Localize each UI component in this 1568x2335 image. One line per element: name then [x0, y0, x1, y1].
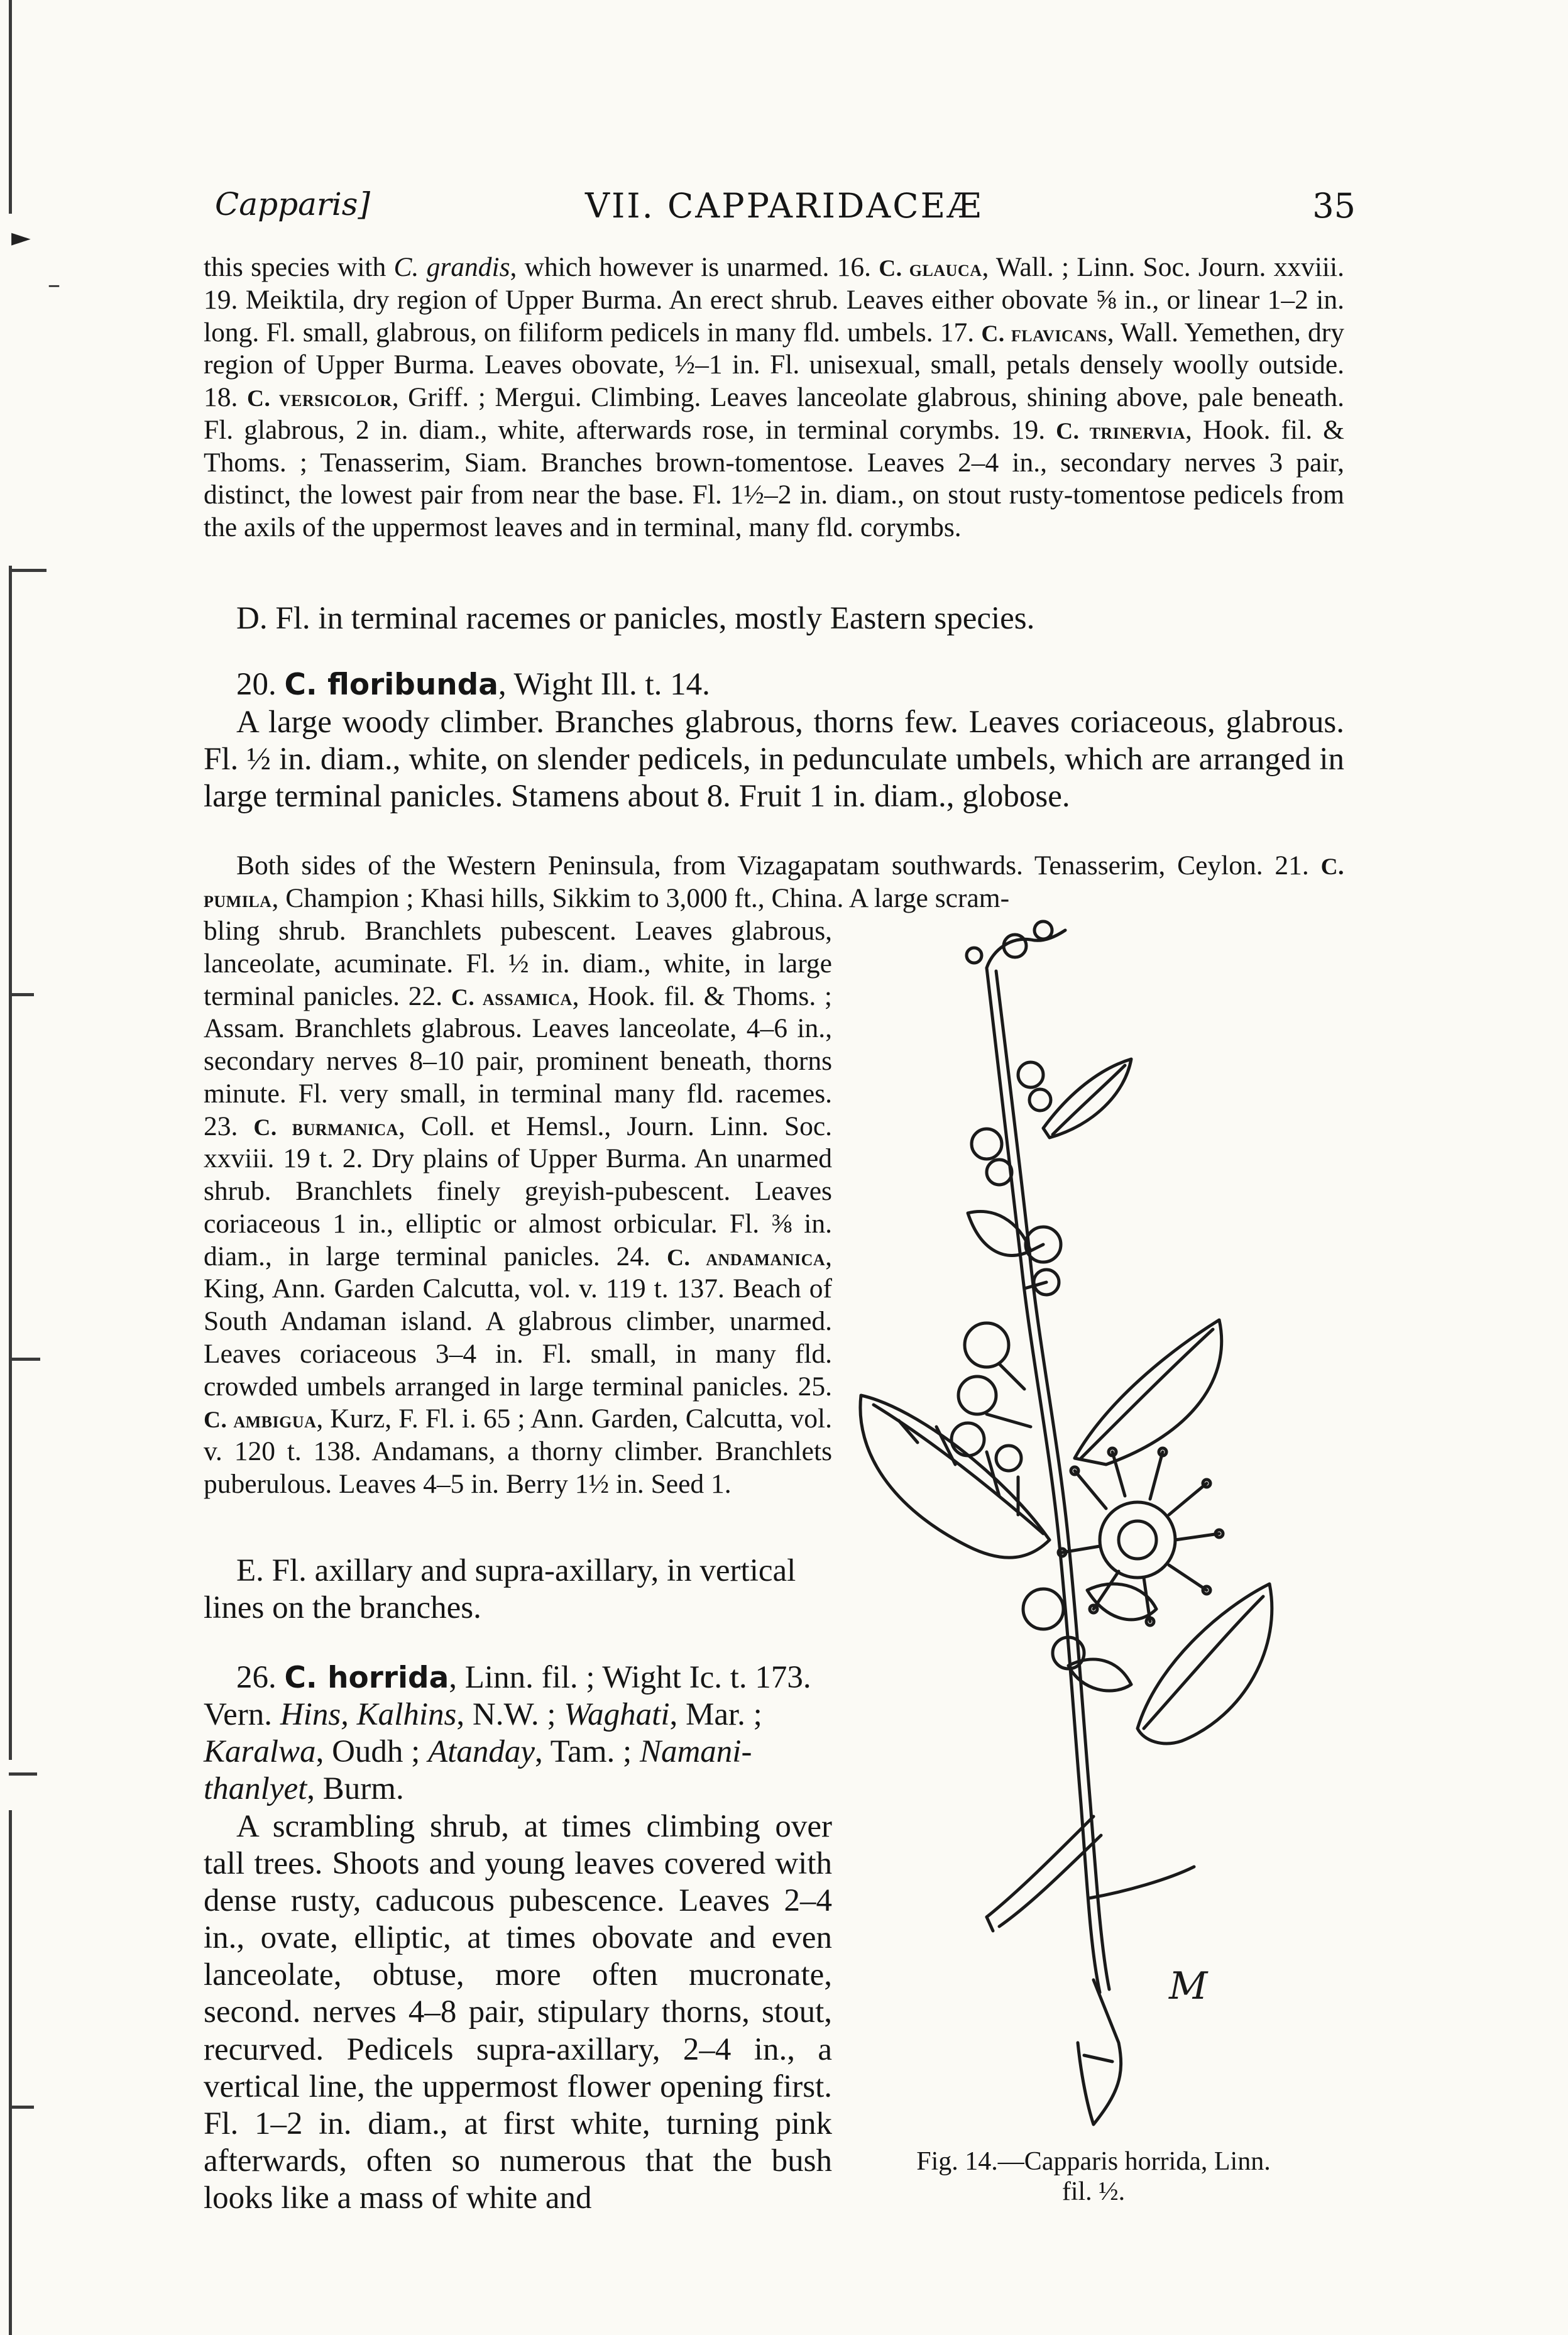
figure-caption-line-2: fil. ½.: [1061, 2177, 1126, 2206]
species-name-flavicans: C. flavicans: [981, 321, 1107, 347]
margin-tick: [9, 1772, 37, 1776]
text-run: , Hook. fil. & Thoms. ; Assam. Branchlets glabrous. Leaves lanceolate, 4–6 in., secondary nerves 8–10 pair, prominent beneath, thorns minute. Fl. very small, in terminal many fld. racemes. 23.: [204, 981, 833, 1141]
text-run: , N.W. ;: [456, 1697, 564, 1733]
text-run: , Kurz, F. Fl. i. 65 ; Ann. Garden, Calcutta, vol. v. 120 t. 138. Andamans, a thorny climber. Branchlets puberulous. Leaves 4–5 in. Berry 1½ in. Seed 1.: [204, 1404, 832, 1499]
vernacular-name: Hins, Kalhins: [280, 1697, 457, 1733]
text-run: this species with: [204, 252, 394, 282]
figure-caption: [842, 2146, 1345, 2207]
species-authority: , Wight Ill. t. 14.: [498, 667, 710, 702]
species-notes-16-19: [204, 251, 1344, 544]
section-d-heading: D. Fl. in terminal racemes or panicles, mostly Eastern species.: [236, 601, 1035, 636]
species-name-pumila: C. pumila: [204, 854, 1344, 913]
text-run: , Champion ; Khasi hills, Sikkim to 3,000 ft., China. A large scram-: [271, 882, 1010, 913]
species-20-text: A large woody climber. Branches glabrous, thorns few. Leaves coriaceous, glabrous. Fl. ½ in. diam., white, on slender pedicels, in pedunculate umbels, which are arranged in large terminal panicles. Stamens about 8. Fruit 1 in. diam., globose.: [204, 705, 1344, 815]
text-run: , Wall. ; Linn. Soc. Journ. xxviii. 19. Meiktila, dry region of Upper Burma. An erect shrub. Leaves either obovate ⅝ in., or linear 1–2 in. long. Fl. small, glabrous, on filiform pedicels in many fld. umbels. 17.: [204, 252, 1344, 348]
text-run: , Hook. fil. & Thoms. ; Tenasserim, Siam. Branches brown-tomentose. Leaves 2–4 in., secondary nerves 3 pair, distinct, the lowest pair from near the base. Fl. 1½–2 in. diam., on stout rusty-tomentose pedicels from the axils of the uppermost leaves and in terminal, many fld. corymbs.: [204, 414, 1344, 542]
header-genus: Capparis]: [215, 186, 370, 223]
species-name-trinervia: C. trinervia: [1056, 418, 1185, 444]
chapter-title: VII. CAPPARIDACEÆ: [584, 186, 984, 226]
species-authority: , Linn. fil. ; Wight Ic. t. 173. Vern.: [204, 1660, 811, 1733]
section-e-text: E. Fl. axillary and supra-axillary, in vertical lines on the branches.: [204, 1553, 796, 1626]
margin-arrow-mark: ►: [11, 223, 31, 252]
margin-tick: [9, 569, 47, 572]
figure-14-illustration: [842, 911, 1345, 2143]
margin-rule-bottom: [9, 1810, 12, 2335]
species-name-andamanica: C. andamanica: [666, 1244, 826, 1271]
species-name-ambigua: C. ambigua: [204, 1407, 317, 1434]
text-run: , Coll. et Hemsl., Journ. Linn. Soc. xxviii. 19 t. 2. Dry plains of Upper Burma. An unarmed shrub. Branchlets finely greyish-pubescent. Leaves coriaceous 1 in., elliptic or almost orbicular. Fl. ⅜ in. diam., in large terminal panicles. 24.: [204, 1111, 833, 1272]
species-20-description: [204, 704, 1344, 815]
species-name-floribunda: C. floribunda: [284, 668, 498, 702]
margin-dash-mark: –: [48, 270, 60, 299]
text-run: , Oudh ;: [315, 1734, 429, 1770]
figure-caption-line-1: Fig. 14.—Capparis horrida, Linn.: [916, 2147, 1271, 2176]
vernacular-name: Atanday: [428, 1734, 535, 1770]
species-ref: C. grandis: [393, 252, 510, 282]
margin-rule-middle: [9, 566, 12, 1760]
text-run: , Tam. ;: [535, 1734, 640, 1770]
species-26-entry: [204, 1659, 832, 2217]
text-run: bling shrub. Branchlets pubescent. Leaves glabrous, lanceolate, acuminate. Fl. ½ in. diam., white, in large terminal panicles. 22.: [204, 916, 832, 1011]
species-20-heading: [236, 666, 1368, 703]
species-name-horrida: C. horrida: [284, 1661, 449, 1695]
text-run: , Burm.: [307, 1771, 404, 1807]
species-name-versicolor: C. versicolor: [246, 386, 392, 412]
text-run: Both sides of the Western Peninsula, from Vizagapatam southwards. Tenasserim, Ceylon. 21.: [236, 850, 1321, 881]
margin-tick: [9, 2106, 34, 2109]
margin-tick: [9, 1358, 40, 1361]
species-number: 26.: [236, 1660, 285, 1695]
species-name-assamica: C. assamica: [451, 984, 573, 1011]
species-name-burmanica: C. burmanica: [253, 1114, 398, 1141]
species-notes-21-25: [204, 915, 832, 1501]
species-26-description: A scrambling shrub, at times climbing over tall trees. Shoots and young leaves covered with dense rusty, caducous pubescence. Leaves 2–4 in., ovate, elliptic, at times obovate and even lanceolate, obtuse, more often mucronate, second. nerves 4–8 pair, stipulary thorns, stout, recurved. Pedicels supra-axillary, 2–4 in., a vertical line, the uppermost flower opening first. Fl. 1–2 in. diam., at first white, turning pink afterwards, often so numerous that the bush looks like a mass of white and: [204, 1808, 832, 2216]
species-notes-21-full: [204, 850, 1344, 915]
text-run: , Wall. Yemethen, dry region of Upper Burma. Leaves obovate, ½–1 in. Fl. unisexual, small, petals densely woolly outside. 18.: [204, 317, 1344, 412]
margin-rule-top: [9, 0, 12, 214]
vernacular-name: Waghati: [564, 1697, 670, 1733]
text-run: , Mar. ;: [669, 1697, 762, 1733]
vernacular-name: Namani-thanlyet: [204, 1734, 752, 1807]
text-run: , King, Ann. Garden Calcutta, vol. v. 119 t. 137. Beach of South Andaman island. A glabrous climber, unarmed. Leaves coriaceous 3–4 in. Fl. small, in many fld. crowded umbels arranged in large terminal panicles. 25.: [204, 1241, 832, 1402]
species-number: 20.: [236, 667, 285, 702]
margin-tick: [9, 993, 34, 996]
text-run: , which however is unarmed. 16.: [510, 252, 879, 282]
running-header: [0, 186, 1568, 230]
species-name-glauca: C. glauca: [879, 256, 982, 282]
vernacular-name: Karalwa: [204, 1734, 316, 1770]
section-e-heading: [204, 1552, 832, 1627]
illustrator-signature: M: [1169, 1964, 1208, 2008]
text-run: , Griff. ; Mergui. Climbing. Leaves lanceolate glabrous, shining above, pale beneath. Fl. glabrous, 2 in. diam., white, afterwards rose, in terminal corymbs. 19.: [204, 382, 1344, 445]
page-number: 35: [1312, 186, 1356, 226]
